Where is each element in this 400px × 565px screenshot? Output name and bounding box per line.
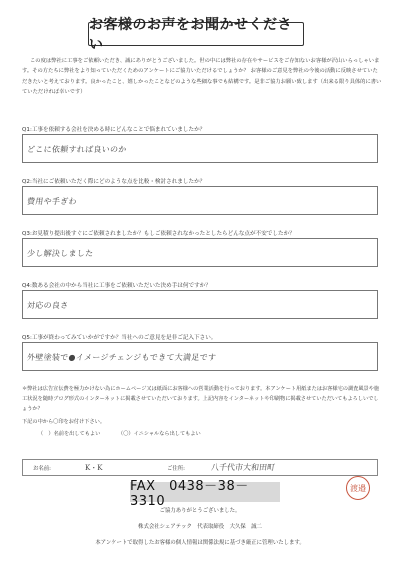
answer-2-handwriting: 費用や手ぎわ [26, 197, 78, 206]
name-value[interactable]: K・K [85, 464, 103, 472]
footer-privacy: 本アンケートで取得したお客様の個人情報は関係法規に基づき厳正に管理いたします。 [95, 540, 305, 546]
consent-option-initials[interactable]: （〇）イニシャルなら出してもよい [118, 431, 201, 437]
answer-4-handwriting: 対応の良さ [26, 301, 69, 310]
answer-3-handwriting: 少し解決しました [26, 249, 94, 258]
hanko-stamp: 渡邉 [346, 476, 370, 500]
name-label: お名前: [33, 466, 51, 472]
page-title: お客様のお声をお聞かせください [88, 22, 304, 46]
footer-company: 株式会社シェアテック 代表取締役 大久保 誠二 [138, 524, 262, 530]
consent-option-name[interactable]: （ ）名前を出してもよい [38, 431, 101, 437]
intro-text: この度は弊社に工事をご依頼いただき、誠にありがとうございました。世の中には弊社の存在やサービスをご存知ないお客様が沢山いらっしゃいます。その方たちに弊社をより知っていただくためのアンケートにご協力いただけるでしょうか？ お客様のご意見を弊社の今後の活動に反映させていただきたいと考えております。良かったこと、嬉しかったことなどのような些細な事でも結構です。是非ご協力お願い致します（出来る限り具体的に書いていただければ幸いです） [22, 58, 382, 96]
answer-4-box [22, 290, 378, 319]
answer-1-box [22, 134, 378, 163]
question-5-label: Q5:工事が終わってみていかがですか？当社へのご意見を是非ご記入下さい。 [22, 335, 217, 341]
answer-3-box [22, 238, 378, 267]
name-address-row [22, 459, 378, 476]
question-3-label: Q3:お見積り提出後すぐにご依頼されましたか？もしご依頼されなかったとしたらどんな点が不安でしたか？ [22, 231, 295, 237]
question-2-label: Q2:当社にご依頼いただく際にどのような点を比較・検討されましたか？ [22, 179, 206, 185]
answer-5-handwriting: 外壁塗装で●イメージチェンジもできて大満足です [26, 353, 217, 362]
question-1-label: Q1:工事を依頼する会社を決める時にどんなことで悩まれていましたか？ [22, 127, 206, 133]
answer-1-handwriting: どこに依頼すれば良いのか [26, 145, 128, 154]
consent-section [22, 418, 382, 437]
answer-5-box [22, 342, 378, 371]
consent-prompt: 下記の中から〇印をお付け下さい。 [22, 419, 106, 425]
publication-notice: ＊弊社は広告宣伝費を極力かけない為にホームページ又は紙面にお客様への営業活動を行っております。本アンケート用紙またはお客様宅の調査風景や施工状況を随時ブログ形式のインターネットに掲載させていただいております。上記内容をインターネットや印刷物に掲載させていただいてもよろしいでしょうか？ [22, 386, 380, 413]
address-value[interactable]: 八千代市大和田町 [210, 463, 276, 472]
footer-thanks: ご協力ありがとうございました。 [159, 508, 241, 514]
answer-2-box [22, 186, 378, 215]
address-label: ご住所: [167, 466, 185, 472]
fax-number: FAX 0438－38－3310 [130, 482, 280, 502]
question-4-label: Q4:数ある会社の中から当社に工事をご依頼いただいた決め手は何ですか？ [22, 283, 211, 289]
